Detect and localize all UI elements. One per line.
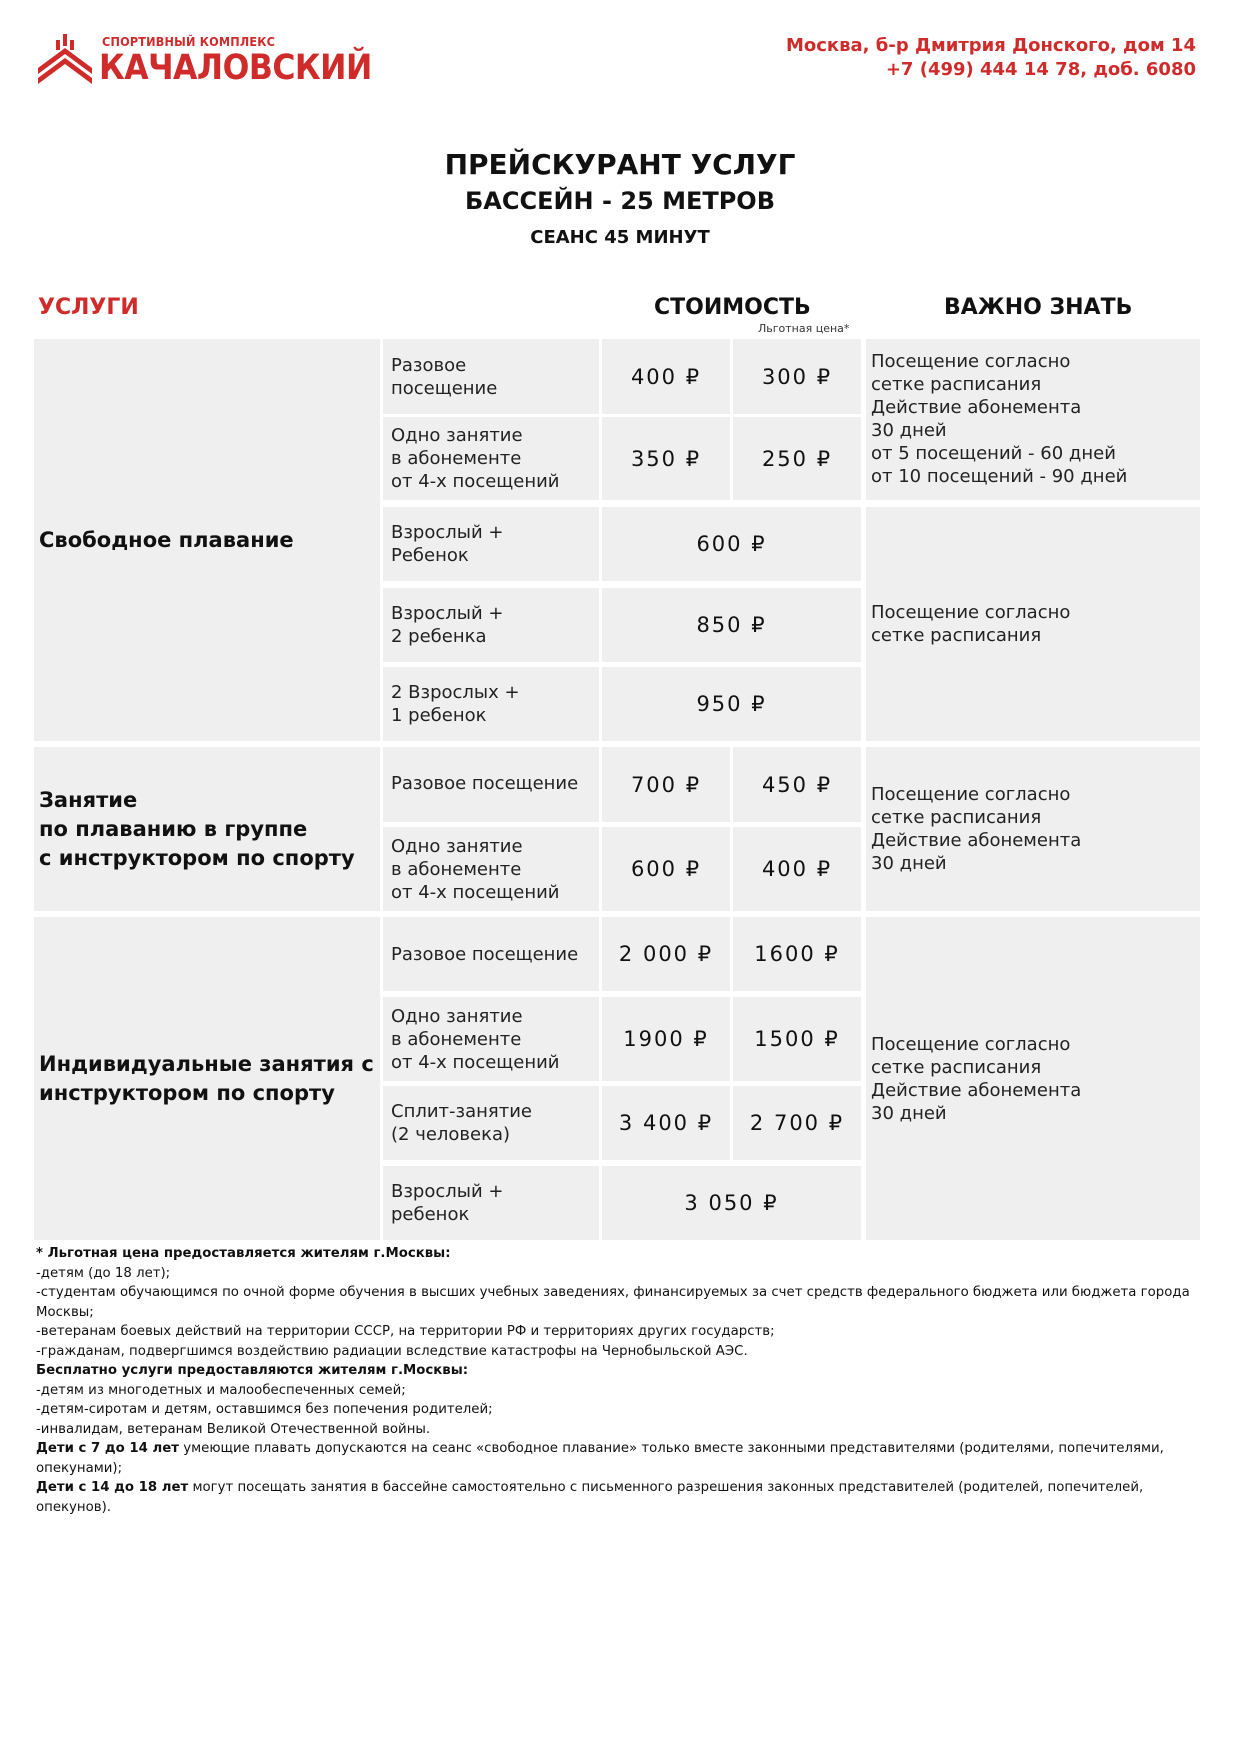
kids-7-14-note (36, 1439, 1206, 1478)
column-header-discount: Льготная цена* (758, 322, 850, 335)
price: 3 050 ₽ (602, 1166, 861, 1240)
service-group-lesson: Занятие по плаванию в группе с инструктором по спорту (34, 747, 380, 911)
footnote-item: -детям-сиротам и детям, оставшимся без попечения родителей; (36, 1402, 493, 1417)
service-individual-lesson: Индивидуальные занятия с инструктором по спорту (34, 917, 380, 1240)
logo-emblem-icon (36, 34, 94, 88)
column-header-services: УСЛУГИ (38, 295, 139, 320)
important-note: Посещение согласно сетке расписания Действие абонемента 30 дней от 5 посещений - 60 дней от 10 посещений - 90 дней (866, 339, 1200, 500)
discount-price: 1500 ₽ (733, 997, 861, 1081)
discount-footnote-title: * Льготная цена предоставляется жителям г.Москвы: (36, 1246, 451, 1261)
footnote-item: -ветеранам боевых действий на территории СССР, на территории РФ и территориях других государств; (36, 1324, 775, 1339)
discount-price: 300 ₽ (733, 339, 861, 414)
free-footnote-title: Бесплатно услуги предоставляются жителям г.Москвы: (36, 1363, 469, 1378)
important-note: Посещение согласно сетке расписания Действие абонемента 30 дней (866, 747, 1200, 911)
option-label: Разовое посещение (383, 339, 599, 414)
discount-price: 450 ₽ (733, 747, 861, 822)
price: 600 ₽ (602, 827, 730, 911)
option-label: Одно занятие в абонементе от 4-х посещений (383, 417, 599, 500)
footnote-item: -инвалидам, ветеранам Великой Отечественной войны. (36, 1421, 431, 1437)
discount-price: 1600 ₽ (733, 917, 861, 991)
kids-14-18-text: могут посещать занятия в бассейне самостоятельно с письменного разрешения законных представителей (родителей, попечителей, опекунов). (36, 1480, 1144, 1515)
option-label: 2 Взрослых + 1 ребенок (383, 667, 599, 741)
contacts (786, 34, 1196, 82)
footnote-item: -детям из многодетных и малообеспеченных семей; (36, 1382, 406, 1398)
price: 2 000 ₽ (602, 917, 730, 991)
logo-name: КАЧАЛОВСКИЙ (99, 48, 372, 88)
important-note: Посещение согласно сетке расписания Действие абонемента 30 дней (866, 917, 1200, 1240)
footnote-item: -детям (до 18 лет); (36, 1265, 171, 1281)
option-label: Взрослый + 2 ребенка (383, 588, 599, 662)
price: 700 ₽ (602, 747, 730, 822)
price: 1900 ₽ (602, 997, 730, 1081)
important-note: Посещение согласно сетке расписания (866, 507, 1200, 741)
discount-price: 2 700 ₽ (733, 1086, 861, 1160)
address: Москва, б-р Дмитрия Донского, дом 14 (785, 35, 1196, 56)
kids-7-14-label: Дети с 7 до 14 лет (36, 1441, 180, 1456)
footnotes (36, 1244, 1206, 1517)
price: 3 400 ₽ (602, 1086, 730, 1160)
price: 600 ₽ (602, 507, 861, 581)
footnote-item: -студентам обучающимся по очной форме обучения в высших учебных заведениях, финансируемых за счет средств федерального бюджета или бюджета города Москвы; (36, 1285, 1190, 1320)
session-subtitle: СЕАНС 45 МИНУТ (530, 227, 710, 248)
option-label: Одно занятие в абонементе от 4-х посещений (383, 997, 599, 1081)
option-label: Одно занятие в абонементе от 4-х посещений (383, 827, 599, 911)
kids-14-18-label: Дети с 14 до 18 лет (36, 1480, 189, 1495)
option-label: Взрослый + Ребенок (383, 507, 599, 581)
footnote-item: -гражданам, подвергшимся воздействию радиации вследствие катастрофы на Чернобыльской АЭС. (36, 1343, 748, 1359)
column-header-important: ВАЖНО ЗНАТЬ (944, 295, 1133, 320)
service-free-swim: Свободное плавание (34, 339, 380, 741)
kids-14-18-note (36, 1478, 1206, 1517)
logo-subtitle: СПОРТИВНЫЙ КОМПЛЕКС (102, 34, 276, 49)
logo (36, 34, 372, 92)
kids-7-14-text: умеющие плавать допускаются на сеанс «свободное плавание» только вместе законными представителями (родителями, попечителями, опекунами); (36, 1441, 1164, 1476)
price: 350 ₽ (602, 417, 730, 500)
page-title: ПРЕЙСКУРАНТ УСЛУГ (444, 148, 796, 181)
pool-subtitle: БАССЕЙН - 25 МЕТРОВ (464, 187, 776, 215)
option-label: Сплит-занятие (2 человека) (383, 1086, 599, 1160)
option-label: Разовое посещение (383, 917, 599, 991)
price: 950 ₽ (602, 667, 861, 741)
column-header-cost: СТОИМОСТЬ (654, 295, 811, 320)
phone: +7 (499) 444 14 78, доб. 6080 (885, 59, 1196, 80)
option-label: Взрослый + ребенок (383, 1166, 599, 1240)
discount-price: 250 ₽ (733, 417, 861, 500)
option-label: Разовое посещение (383, 747, 599, 822)
price: 850 ₽ (602, 588, 861, 662)
price: 400 ₽ (602, 339, 730, 414)
discount-price: 400 ₽ (733, 827, 861, 911)
